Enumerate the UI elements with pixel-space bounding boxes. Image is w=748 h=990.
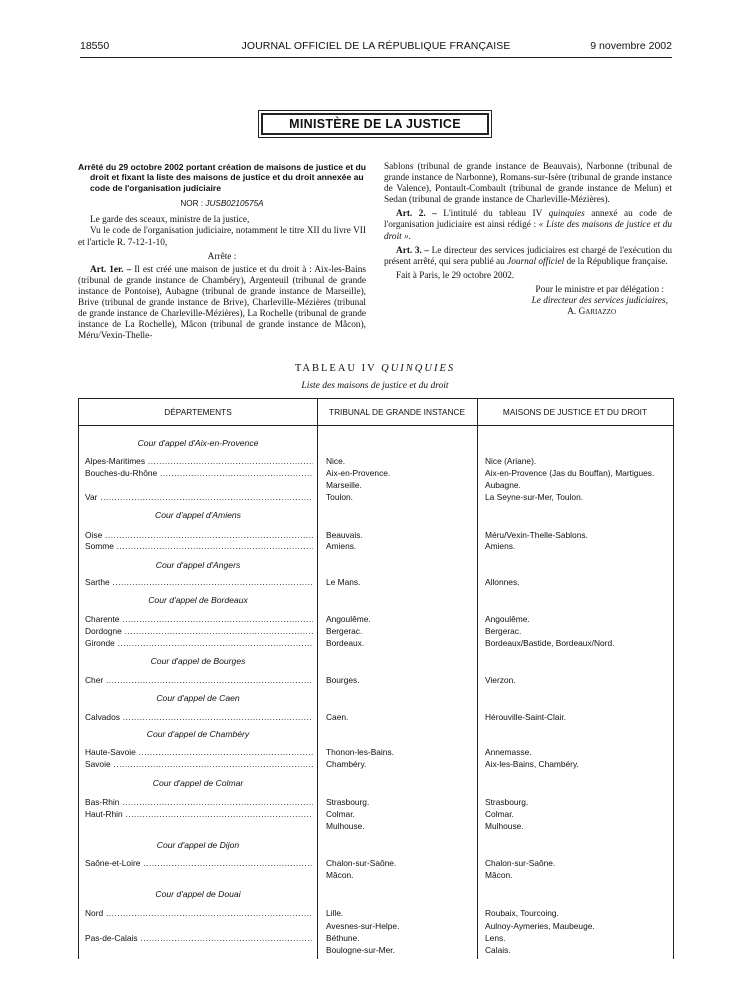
table-row (79, 674, 673, 686)
cell-departement: Oise ..... (85, 529, 313, 541)
cell-maison: Annemasse. (485, 747, 532, 757)
cell-departement: Bouches-du-Rhône ..... (85, 467, 313, 479)
cell-tribunal: Chalon-sur-Saône. (326, 858, 397, 868)
cell-departement: Calvados ..... (85, 711, 313, 723)
cell-maison: Aulnoy-Aymeries, Maubeuge. (485, 921, 595, 931)
cell-maison: Roubaix, Tourcoing. (485, 908, 559, 918)
cell-departement: Pas-de-Calais ..... (85, 932, 313, 944)
cell-maison: Lens. (485, 933, 506, 943)
cell-maison: La Seyne-sur-Mer, Toulon. (485, 492, 584, 502)
cell-maison: Nice (Ariane). (485, 456, 537, 466)
cell-tribunal: Boulogne-sur-Mer. (326, 945, 395, 955)
cell-departement: Haut-Rhin ..... (85, 808, 313, 820)
ministry-box (258, 110, 492, 138)
nor-reference (78, 198, 366, 209)
maisons-table (78, 398, 674, 959)
table-row (79, 746, 673, 758)
cell-departement: Cher ..... (85, 674, 313, 686)
table-row (79, 637, 673, 649)
table-row (79, 540, 673, 552)
cell-tribunal: Mulhouse. (326, 821, 365, 831)
cell-tribunal: Béthune. (326, 933, 360, 943)
table-subtitle: Liste des maisons de justice et du droit (301, 381, 449, 391)
arrete-label: Arrête : (207, 251, 237, 262)
cell-tribunal: Le Mans. (326, 577, 361, 587)
cell-maison: Hérouville-Saint-Clair. (485, 712, 566, 722)
article-2 (384, 209, 672, 242)
court-heading: Cour d'appel d'Aix-en-Provence (137, 438, 259, 448)
table-row (79, 944, 673, 956)
court-heading: Cour d'appel de Dijon (156, 840, 240, 850)
table-row (79, 467, 673, 479)
article-3-label: Art. 3. – (396, 245, 430, 256)
cell-tribunal: Marseille. (326, 480, 362, 490)
cell-departement: Var ..... (85, 491, 313, 503)
cell-maison: Angoulême. (485, 614, 530, 624)
cell-departement: Nord ..... (85, 907, 313, 919)
table-row (79, 613, 673, 625)
cell-tribunal: Chambéry. (326, 759, 367, 769)
signature-line-1: Pour le ministre et par délégation : (535, 284, 664, 295)
cell-maison: Calais. (485, 945, 511, 955)
intro-minister: Le garde des sceaux, ministre de la justice, (90, 215, 250, 226)
page-header (80, 40, 672, 56)
court-heading: Cour d'appel de Caen (156, 693, 240, 703)
right-column (384, 162, 672, 318)
table-row (79, 491, 673, 503)
done-at: Fait à Paris, le 29 octobre 2002. (396, 270, 515, 281)
cell-maison: Bordeaux/Bastide, Bordeaux/Nord. (485, 638, 615, 648)
table-title (78, 363, 672, 374)
cell-tribunal: Mâcon. (326, 870, 354, 880)
ministry-title: MINISTÈRE DE LA JUSTICE (261, 113, 489, 135)
col-header-departements: DÉPARTEMENTS (164, 407, 232, 417)
nor-code: JUSB0210575A (205, 199, 264, 209)
cell-maison: Bergerac. (485, 626, 522, 636)
col-header-tribunal: TRIBUNAL DE GRANDE INSTANCE (329, 407, 465, 417)
cell-departement: Somme ..... (85, 540, 313, 552)
table-row (79, 711, 673, 723)
cell-maison: Aix-en-Provence (Jas du Bouffan), Martigues. (485, 468, 655, 478)
cell-departement: Gironde ..... (85, 637, 313, 649)
table-row (79, 907, 673, 919)
court-heading: Cour d'appel de Douai (155, 889, 241, 899)
table-row (79, 932, 673, 944)
cell-departement: Alpes-Maritimes ..... (85, 455, 313, 467)
table-title-a: TABLEAU IV (294, 363, 377, 374)
cell-maison: Chalon-sur-Saône. (485, 858, 556, 868)
cell-departement: Bas-Rhin ..... (85, 796, 313, 808)
article-1-text: Il est créé une maison de justice et du droit à : Aix-les-Bains (tribunal de grande instance de Chambéry), Argenteuil (tribunal de grande instance de Pontoise), Aubagne (tribunal de grande instance de Marseille), Brive (tribunal de grande instance de Brive), Charleville-Mézières (tribunal de grande instance de Charleville-Mézières), La Rochelle (tribunal de grande instance de La Rochelle), Mâcon (tribunal de grande instance de Mâcon), Méru/Vexin-Thelle- (78, 264, 366, 342)
article-3-text-a: Le directeur des services judiciaires est chargé de l'exécution du présent arrêté, qui sera publié au (384, 245, 673, 267)
cell-tribunal: Toulon. (326, 492, 354, 502)
cell-departement: Sarthe ..... (85, 576, 313, 588)
article-3-italic: Journal officiel (507, 256, 565, 267)
nor-label: NOR : (180, 199, 204, 209)
table-row (79, 820, 673, 832)
table-row (79, 576, 673, 588)
cell-tribunal: Aix-en-Provence. (326, 468, 391, 478)
cell-maison: Aubagne. (485, 480, 521, 490)
signature-name: A. Gariazzo (567, 307, 616, 318)
cell-departement: Saône-et-Loire ..... (85, 857, 313, 869)
cell-maison: Amiens. (485, 541, 516, 551)
cell-maison: Mulhouse. (485, 821, 524, 831)
cell-maison: Colmar. (485, 809, 514, 819)
cell-tribunal: Thonon-les-Bains. (326, 747, 394, 757)
signature-line-2: Le directeur des services judiciaires, (531, 296, 668, 307)
cell-maison: Vierzon. (485, 675, 516, 685)
table-row (79, 857, 673, 869)
cell-departement: Savoie ..... (85, 758, 313, 770)
page-number: 18550 (80, 40, 110, 52)
header-divider (79, 425, 673, 426)
court-heading: Cour d'appel de Chambéry (146, 729, 250, 739)
article-1 (78, 265, 366, 343)
cell-tribunal: Amiens. (326, 541, 357, 551)
court-heading: Cour d'appel d'Angers (155, 560, 241, 570)
table-title-b: QUINQUIES (381, 363, 456, 374)
article-1-label: Art. 1er. – (90, 264, 132, 275)
cell-tribunal: Angoulême. (326, 614, 371, 624)
article-2-label: Art. 2. – (396, 209, 437, 220)
table-row (79, 796, 673, 808)
intro-visa: Vu le code de l'organisation judiciaire, notamment le titre XII du livre VII et l'article R. 7-12-1-10, (78, 226, 366, 248)
article-2-text-b: annexé au code de l'organisation judiciaire est ainsi rédigé : (384, 209, 673, 231)
cell-tribunal: Beauvais. (326, 530, 363, 540)
cell-tribunal: Caen. (326, 712, 349, 722)
table-row (79, 625, 673, 637)
cell-departement: Dordogne ..... (85, 625, 313, 637)
cell-tribunal: Bourges. (326, 675, 360, 685)
table-row (79, 479, 673, 491)
court-heading: Cour d'appel d'Amiens (155, 510, 241, 520)
cell-tribunal: Avesnes-sur-Helpe. (326, 921, 400, 931)
table-row (79, 758, 673, 770)
col-header-maisons: MAISONS DE JUSTICE ET DU DROIT (502, 407, 648, 417)
cell-tribunal: Colmar. (326, 809, 355, 819)
cell-maison: Allonnes. (485, 577, 520, 587)
cell-departement: Haute-Savoie ..... (85, 746, 313, 758)
arrete-title: Arrêté du 29 octobre 2002 portant création de maisons de justice et du droit et fixant la liste des maisons de justice et du droit annexée au code de l'organisation judiciaire (78, 162, 366, 193)
cell-tribunal: Strasbourg. (326, 797, 370, 807)
journal-title: JOURNAL OFFICIEL DE LA RÉPUBLIQUE FRANÇAISE (241, 40, 511, 52)
table-row (79, 869, 673, 881)
article-3-text-b: de la République française. (566, 256, 668, 267)
cell-maison: Aix-les-Bains, Chambéry. (485, 759, 579, 769)
cell-departement: Charente ..... (85, 613, 313, 625)
cell-tribunal: Nice. (326, 456, 346, 466)
article-2-italic: quinquies (548, 209, 585, 220)
article-1-continued: Sablons (tribunal de grande instance de Beauvais), Narbonne (tribunal de grande instance de Narbonne), Romans-sur-Isère (tribunal de grande instance de Valence), Pontault-Combault (tribunal de grande instance de Melun) et Sedan (tribunal de grande instance de Charleville-Mézières). (384, 162, 672, 206)
table-row (79, 920, 673, 932)
court-heading: Cour d'appel de Bourges (150, 656, 246, 666)
cell-tribunal: Bergerac. (326, 626, 363, 636)
cell-maison: Strasbourg. (485, 797, 529, 807)
cell-maison: Mâcon. (485, 870, 513, 880)
cell-tribunal: Bordeaux. (326, 638, 365, 648)
table-row (79, 808, 673, 820)
cell-maison: Méru/Vexin-Thelle-Sablons. (485, 530, 588, 540)
header-rule (80, 57, 672, 58)
table-row (79, 455, 673, 467)
cell-tribunal: Lille. (326, 908, 344, 918)
court-heading: Cour d'appel de Bordeaux (148, 595, 248, 605)
court-heading: Cour d'appel de Colmar (152, 778, 244, 788)
article-2-text-a: L'intitulé du tableau IV (443, 209, 543, 220)
issue-date: 9 novembre 2002 (590, 40, 672, 52)
article-2-quote: « Liste des maisons de justice et du droit ». (384, 220, 672, 242)
left-column (78, 162, 366, 342)
article-3 (384, 246, 672, 268)
